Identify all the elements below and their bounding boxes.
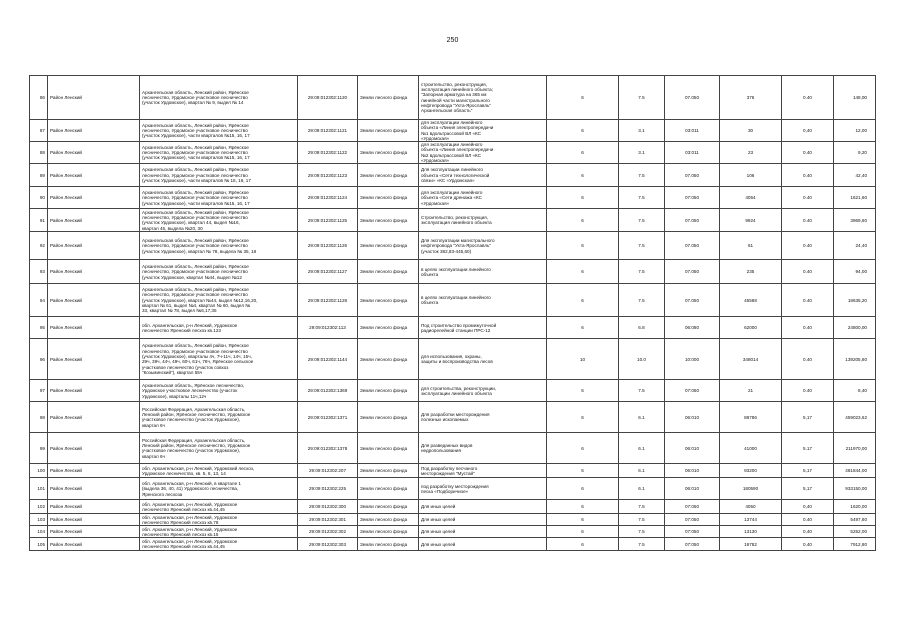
cell-area: 93200 bbox=[720, 464, 782, 478]
cell-cost: 459023,62 bbox=[834, 402, 876, 433]
cell-district: Район Ленский bbox=[48, 514, 140, 526]
cell-area: 19782 bbox=[720, 538, 782, 551]
cell-location-address: Архангельская область, Ленский район, Ярёнское лесничество, Урдомское участковое лесничество (участок Урдомское), квартал № 78, выдела № 35, 18 bbox=[140, 232, 298, 260]
cell-district: Район Ленский bbox=[48, 164, 140, 187]
cell-location-address: обл. Архангельская, р-н Ленский, Урдомское лесничество Яренский лесхоз кв.15 bbox=[140, 526, 298, 538]
cell-use-code: 6 bbox=[547, 464, 619, 478]
cell-cost: 5252,00 bbox=[834, 526, 876, 538]
cell-rate: 0.40 bbox=[782, 209, 834, 232]
cell-district: Район Ленский bbox=[48, 526, 140, 538]
cell-row-number: 86 bbox=[30, 76, 48, 120]
cell-row-number: 101 bbox=[30, 478, 48, 500]
cell-district: Район Ленский bbox=[48, 76, 140, 120]
cell-code-ref: 06:010 bbox=[665, 478, 720, 500]
cell-permitted-use: для строительства, реконструкции, эксплуатации линейного объекта bbox=[419, 380, 547, 402]
cell-cost: 481844,00 bbox=[834, 464, 876, 478]
cell-code-ref: 07:050 bbox=[665, 500, 720, 514]
cell-use-code: 6 bbox=[547, 317, 619, 339]
cell-cadastral-number: 29:09:012302:303 bbox=[298, 538, 358, 551]
cell-cost: 148,00 bbox=[834, 76, 876, 120]
cell-rate: 0.40 bbox=[782, 164, 834, 187]
cell-code-value: 6.8 bbox=[619, 317, 665, 339]
cell-land-category: Земли лесного фонда bbox=[358, 478, 419, 500]
table-row bbox=[30, 317, 876, 339]
cell-code-ref: 07.050 bbox=[665, 232, 720, 260]
cell-code-value: 10.0 bbox=[619, 339, 665, 380]
cell-location-address: Архангельская область, Ленский район, Ярёнское лесничество, Урдомское участковое лесничество (участок Урдомское), квартал 44, выдел №16, квартал 45, выдела №20, 30 bbox=[140, 209, 298, 232]
cell-permitted-use: Для эксплуатации линейного объекта «Сети технологической связи» «КС «Урдомская» bbox=[419, 164, 547, 187]
cell-cost: 3969,60 bbox=[834, 209, 876, 232]
cell-code-value: 7.5 bbox=[619, 76, 665, 120]
page-number: 250 bbox=[446, 37, 459, 44]
cell-use-code: 6 bbox=[547, 433, 619, 464]
cell-land-category: Земли лесного фонда bbox=[358, 500, 419, 514]
cell-cost: 24800,00 bbox=[834, 317, 876, 339]
cell-row-number: 93 bbox=[30, 260, 48, 284]
cell-area: 21 bbox=[720, 380, 782, 402]
cell-area: 376 bbox=[720, 76, 782, 120]
cell-area: 41000 bbox=[720, 433, 782, 464]
cell-land-category: Земли лесного фонда bbox=[358, 76, 419, 120]
cell-row-number: 90 bbox=[30, 187, 48, 209]
cell-use-code: 6 bbox=[547, 538, 619, 551]
cell-location-address: Архангельская область, Ярёнское лесничество, Урдомское участковое лесничество (участок Урдомское), кварталы 11ч,12ч bbox=[140, 380, 298, 402]
cell-use-code: 6 bbox=[547, 478, 619, 500]
cell-district: Район Ленский bbox=[48, 478, 140, 500]
cell-row-number: 96 bbox=[30, 339, 48, 380]
cell-code-ref: 07.050 bbox=[665, 260, 720, 284]
cell-row-number: 103 bbox=[30, 514, 48, 526]
table-row bbox=[30, 120, 876, 142]
cell-cost: 211970,00 bbox=[834, 433, 876, 464]
cell-row-number: 98 bbox=[30, 402, 48, 433]
cell-district: Район Ленский bbox=[48, 317, 140, 339]
cell-cadastral-number: 29:09:012302:1144 bbox=[298, 339, 358, 380]
cell-row-number: 95 bbox=[30, 317, 48, 339]
cell-code-ref: 07.050 bbox=[665, 164, 720, 187]
cell-code-ref: 07:050 bbox=[665, 380, 720, 402]
cell-permitted-use: Для иных целей bbox=[419, 526, 547, 538]
table-row bbox=[30, 232, 876, 260]
cell-code-value: 7.5 bbox=[619, 538, 665, 551]
cell-code-value: 7.5 bbox=[619, 164, 665, 187]
cell-code-value: 7.5 bbox=[619, 284, 665, 317]
cell-use-code: 6 bbox=[547, 120, 619, 142]
cell-cadastral-number: 29:09:012302:301 bbox=[298, 514, 358, 526]
cell-area: 23 bbox=[720, 142, 782, 164]
cell-permitted-use: для использования, охраны, защиты и воспроизводства лесов bbox=[419, 339, 547, 380]
cell-cost: 8,40 bbox=[834, 380, 876, 402]
cell-area: 180590 bbox=[720, 478, 782, 500]
cell-row-number: 87 bbox=[30, 120, 48, 142]
cell-code-value: 7.5 bbox=[619, 232, 665, 260]
cell-code-ref: 07:050 bbox=[665, 514, 720, 526]
cell-cost: 18635,20 bbox=[834, 284, 876, 317]
cell-code-value: 7.5 bbox=[619, 260, 665, 284]
table-row bbox=[30, 380, 876, 402]
cell-code-ref: 07:050 bbox=[665, 538, 720, 551]
cell-use-code: 6 bbox=[547, 76, 619, 120]
cell-rate: 0.40 bbox=[782, 232, 834, 260]
cell-code-ref: 10:000 bbox=[665, 339, 720, 380]
cell-cost: 9,20 bbox=[834, 142, 876, 164]
cell-code-ref: 03:011 bbox=[665, 142, 720, 164]
cell-location-address: Архангельская область, Ленский район, Ярёнское лесничество, Урдомское участковое лесничество (участок Урдомское), кварталы 4ч, 7ч-11ч, 14ч, 15ч, 29ч, 39ч, 44ч, 49ч, 60ч, 61ч, 78ч, Ярёнское сельское участковое лесничество (участок совхоз "Козьминский"), квартал 55ч bbox=[140, 339, 298, 380]
cell-location-address: Архангельская область, Ленский район, Ярёнское лесничество, Урдомское участковое лесничество (участок Урдомское), части кварталов №15, 16, 17 bbox=[140, 120, 298, 142]
cell-cadastral-number: 29:09:012302:1124 bbox=[298, 187, 358, 209]
cell-area: 106 bbox=[720, 164, 782, 187]
cell-area: 4050 bbox=[720, 500, 782, 514]
cell-land-category: Земли лесного фонда bbox=[358, 339, 419, 380]
cell-rate: 0.40 bbox=[782, 142, 834, 164]
cell-land-category: Земли лесного фонда bbox=[358, 120, 419, 142]
cell-use-code: 6 bbox=[547, 142, 619, 164]
cell-cost: 24,40 bbox=[834, 232, 876, 260]
cell-cost: 12,00 bbox=[834, 120, 876, 142]
cell-district: Район Ленский bbox=[48, 120, 140, 142]
land-plots-table bbox=[29, 75, 876, 551]
cell-rate: 0.40 bbox=[782, 339, 834, 380]
cell-land-category: Земли лесного фонда bbox=[358, 514, 419, 526]
cell-district: Район Ленский bbox=[48, 209, 140, 232]
cell-code-value: 6.1 bbox=[619, 478, 665, 500]
cell-land-category: Земли лесного фонда bbox=[358, 209, 419, 232]
cell-land-category: Земли лесного фонда bbox=[358, 433, 419, 464]
cell-cost: 7912,80 bbox=[834, 538, 876, 551]
cell-code-value: 7.5 bbox=[619, 514, 665, 526]
cell-code-value: 7.5 bbox=[619, 209, 665, 232]
cell-row-number: 91 bbox=[30, 209, 48, 232]
cell-cadastral-number: 29:09:012302:1121 bbox=[298, 120, 358, 142]
cell-code-value: 7.5 bbox=[619, 380, 665, 402]
cell-permitted-use: Под разработку песчаного месторождения "Мустай" bbox=[419, 464, 547, 478]
table-row bbox=[30, 500, 876, 514]
cell-permitted-use: Для эксплуатации магистрального нефтепровода "Ухта-Ярославль" (участок 382,83-445,60) bbox=[419, 232, 547, 260]
table-row bbox=[30, 526, 876, 538]
cell-location-address: Российская Федерация, Архангельская область, Ленский район, Ярёнское лесничество, Урдомское участковое лесничество (участок Урдомское), квартал 6ч bbox=[140, 433, 298, 464]
cell-district: Район Ленский bbox=[48, 232, 140, 260]
cell-cost: 933150,00 bbox=[834, 478, 876, 500]
cell-cadastral-number: 29:09:012302:1371 bbox=[298, 402, 358, 433]
cell-location-address: обл. Архангельская, р-н Ленский, Урдомское лесничество Яренский лесхоз кв.78 bbox=[140, 514, 298, 526]
cell-location-address: обл. Архангельская, р-н Ленский, Урдомское лесничество Яренский лесхоз кв.44,45 bbox=[140, 538, 298, 551]
table-row bbox=[30, 514, 876, 526]
cell-permitted-use: Для иных целей bbox=[419, 514, 547, 526]
cell-rate: 0.40 bbox=[782, 284, 834, 317]
table-row bbox=[30, 538, 876, 551]
cell-cost: 94,00 bbox=[834, 260, 876, 284]
cell-code-value: 3.1 bbox=[619, 142, 665, 164]
cell-row-number: 94 bbox=[30, 284, 48, 317]
cell-code-ref: 06:010 bbox=[665, 464, 720, 478]
cell-permitted-use: под разработку месторождения песка «Подборичное» bbox=[419, 478, 547, 500]
cell-permitted-use: Для разработки месторождения полезных ископаемых bbox=[419, 402, 547, 433]
cell-use-code: 6 bbox=[547, 187, 619, 209]
cell-code-value: 7.5 bbox=[619, 500, 665, 514]
cell-area: 30 bbox=[720, 120, 782, 142]
cell-cost: 139205,60 bbox=[834, 339, 876, 380]
cell-row-number: 105 bbox=[30, 538, 48, 551]
cell-code-ref: 07:050 bbox=[665, 526, 720, 538]
cell-cadastral-number: 29:09:012302:300 bbox=[298, 500, 358, 514]
cell-rate: 5,17 bbox=[782, 402, 834, 433]
cell-district: Район Ленский bbox=[48, 339, 140, 380]
cell-rate: 5.17 bbox=[782, 433, 834, 464]
cell-area: 62000 bbox=[720, 317, 782, 339]
cell-permitted-use: для эксплуатации линейного объекта «Сети дренажа «КС «Урдомская» bbox=[419, 187, 547, 209]
cell-area: 88786 bbox=[720, 402, 782, 433]
cell-rate: 0.40 bbox=[782, 317, 834, 339]
cell-use-code: 6 bbox=[547, 380, 619, 402]
cell-location-address: Архангельская область, Ленский район, Ярёнское лесничество, Урдомское участковое лесничество (участок Урдомское), квартал №44, выдел №12,16,20, квартал № 61, выдел №4, квартал № 60, выдел № 33, квартал № 78, выдел №6,17,35 bbox=[140, 284, 298, 317]
cell-area: 61 bbox=[720, 232, 782, 260]
cell-cadastral-number: 29:09:012302:1127 bbox=[298, 260, 358, 284]
cell-code-ref: 03:011 bbox=[665, 120, 720, 142]
cell-cadastral-number: 29:09:012302:1125 bbox=[298, 209, 358, 232]
cell-land-category: Земли лесного фонда bbox=[358, 164, 419, 187]
cell-rate: 0.40 bbox=[782, 380, 834, 402]
cell-rate: 0,40 bbox=[782, 500, 834, 514]
cell-district: Район Ленский bbox=[48, 187, 140, 209]
cell-district: Район Ленский bbox=[48, 433, 140, 464]
cell-location-address: Архангельская область, Ленский район, Ярёнское лесничество, Урдомское участковое лесничество (участок Урдомское), части кварталов № 15, 16, 17 bbox=[140, 164, 298, 187]
cell-use-code: 6 bbox=[547, 232, 619, 260]
table-row bbox=[30, 187, 876, 209]
cell-area: 13130 bbox=[720, 526, 782, 538]
cell-use-code: 6 bbox=[547, 514, 619, 526]
cell-cadastral-number: 29:09:012302:225 bbox=[298, 478, 358, 500]
cell-use-code: 6 bbox=[547, 260, 619, 284]
cell-district: Район Ленский bbox=[48, 260, 140, 284]
cell-row-number: 89 bbox=[30, 164, 48, 187]
cell-district: Район Ленский bbox=[48, 500, 140, 514]
cell-use-code: 10 bbox=[547, 339, 619, 380]
cell-permitted-use: строительство, реконструкция, эксплуатация линейного объекта; "Запорная арматура на 365 км линейной части магистрального нефтепровода "Ухта-Ярославль" Архангельская область" bbox=[419, 76, 547, 120]
cell-district: Район Ленский bbox=[48, 464, 140, 478]
cell-code-ref: 07.050 bbox=[665, 284, 720, 317]
cell-land-category: Земли лесного фонда bbox=[358, 317, 419, 339]
cell-cadastral-number: 29:09:012302:1123 bbox=[298, 164, 358, 187]
cell-cost: 42,40 bbox=[834, 164, 876, 187]
cell-area: 9924 bbox=[720, 209, 782, 232]
cell-rate: 0.40 bbox=[782, 76, 834, 120]
cell-area: 46588 bbox=[720, 284, 782, 317]
cell-rate: 0,40 bbox=[782, 526, 834, 538]
cell-rate: 0,40 bbox=[782, 120, 834, 142]
cell-land-category: Земли лесного фонда bbox=[358, 232, 419, 260]
cell-row-number: 104 bbox=[30, 526, 48, 538]
table-row bbox=[30, 284, 876, 317]
cell-land-category: Земли лесного фонда bbox=[358, 380, 419, 402]
cell-code-value: 6.1 bbox=[619, 433, 665, 464]
cell-district: Район Ленский bbox=[48, 142, 140, 164]
table-row bbox=[30, 209, 876, 232]
cell-cost: 1620,00 bbox=[834, 500, 876, 514]
cell-cadastral-number: 29:09:012302:1369 bbox=[298, 380, 358, 402]
table-row bbox=[30, 76, 876, 120]
cell-use-code: 6 bbox=[547, 209, 619, 232]
cell-row-number: 99 bbox=[30, 433, 48, 464]
cell-cadastral-number: 29:09:012302:1128 bbox=[298, 284, 358, 317]
cell-permitted-use: Под строительство промежуточной радиорелейной станции ПРС-12 bbox=[419, 317, 547, 339]
cell-code-ref: 07.050 bbox=[665, 209, 720, 232]
cell-code-ref: 06:080 bbox=[665, 317, 720, 339]
cell-rate: 5,17 bbox=[782, 478, 834, 500]
cell-cadastral-number: 29:09:012302:302 bbox=[298, 526, 358, 538]
cell-land-category: Земли лесного фонда bbox=[358, 142, 419, 164]
cell-use-code: 6 bbox=[547, 500, 619, 514]
table-row bbox=[30, 339, 876, 380]
cell-district: Район Ленский bbox=[48, 402, 140, 433]
cell-permitted-use: для эксплуатации линейного объекта «Линия электропередачи №1 вдольтрассовой ВЛ «КС «Урдомская» bbox=[419, 120, 547, 142]
cell-rate: 5,17 bbox=[782, 464, 834, 478]
cell-area: 348014 bbox=[720, 339, 782, 380]
cell-permitted-use: Для разведанных видов недропользования bbox=[419, 433, 547, 464]
table-row bbox=[30, 402, 876, 433]
cell-cadastral-number: 29:09:012302:1378 bbox=[298, 433, 358, 464]
cell-code-value: 6.1 bbox=[619, 464, 665, 478]
table-row bbox=[30, 433, 876, 464]
cell-location-address: обл. Архангельская, р-н Ленский, Урдомское лесничество Яренский лесхоз кв.44,45 bbox=[140, 500, 298, 514]
cell-land-category: Земли лесного фонда bbox=[358, 260, 419, 284]
cell-land-category: Земли лесного фонда bbox=[358, 187, 419, 209]
cell-cadastral-number: 29:09:012302:207 bbox=[298, 464, 358, 478]
cell-use-code: 6 bbox=[547, 402, 619, 433]
cell-permitted-use: Для иных целей bbox=[419, 500, 547, 514]
cell-permitted-use: Для иных целей bbox=[419, 538, 547, 551]
cell-cadastral-number: 29:09:012302:1126 bbox=[298, 232, 358, 260]
cell-cost: 1621,60 bbox=[834, 187, 876, 209]
cell-use-code: 6 bbox=[547, 164, 619, 187]
cell-code-ref: 07:050 bbox=[665, 187, 720, 209]
cell-permitted-use: в целях эксплуатации линейного объекта bbox=[419, 284, 547, 317]
cell-land-category: Земли лесного фонда bbox=[358, 526, 419, 538]
table-row bbox=[30, 164, 876, 187]
cell-cost: 5497,60 bbox=[834, 514, 876, 526]
table-row bbox=[30, 142, 876, 164]
cell-row-number: 88 bbox=[30, 142, 48, 164]
cell-code-ref: 06:010 bbox=[665, 402, 720, 433]
cell-row-number: 92 bbox=[30, 232, 48, 260]
cell-permitted-use: Строительство, реконструкция, эксплуатация линейного объекта bbox=[419, 209, 547, 232]
cell-land-category: Земли лесного фонда bbox=[358, 538, 419, 551]
cell-cadastral-number: 29:09:012302:1122 bbox=[298, 142, 358, 164]
cell-area: 4054 bbox=[720, 187, 782, 209]
cell-district: Район Ленский bbox=[48, 538, 140, 551]
cell-area: 13744 bbox=[720, 514, 782, 526]
cell-cadastral-number: 29:09:012302:113 bbox=[298, 317, 358, 339]
cell-rate: 0.40 bbox=[782, 260, 834, 284]
cell-code-value: 7.5 bbox=[619, 187, 665, 209]
cell-permitted-use: в целях эксплуатации линейного объекта bbox=[419, 260, 547, 284]
cell-code-value: 6.1 bbox=[619, 402, 665, 433]
cell-use-code: 6 bbox=[547, 284, 619, 317]
cell-code-ref: 06:010 bbox=[665, 433, 720, 464]
table-row bbox=[30, 464, 876, 478]
cell-rate: 0.40 bbox=[782, 187, 834, 209]
cell-land-category: Земли лесного фонда bbox=[358, 284, 419, 317]
cell-district: Район Ленский bbox=[48, 284, 140, 317]
table-row bbox=[30, 260, 876, 284]
cell-row-number: 102 bbox=[30, 500, 48, 514]
cell-location-address: Архангельская область, Ленский район, Ярёнское лесничество, Урдомское участковое лесничество (участок Урдомское), части кварталов №15, 16, 17 bbox=[140, 187, 298, 209]
cell-row-number: 97 bbox=[30, 380, 48, 402]
cell-code-ref: 07.050 bbox=[665, 76, 720, 120]
cell-use-code: 6 bbox=[547, 526, 619, 538]
cell-area: 235 bbox=[720, 260, 782, 284]
cell-land-category: Земли лесного фонда bbox=[358, 402, 419, 433]
cell-location-address: Архангельская область, Ленский район, Ярёнское лесничество, Урдомское участковое лесничество (участок Урдомское), части кварталов №15, 16, 17 bbox=[140, 142, 298, 164]
cell-cadastral-number: 29:09:012302:1120 bbox=[298, 76, 358, 120]
cell-row-number: 100 bbox=[30, 464, 48, 478]
cell-rate: 0.40 bbox=[782, 538, 834, 551]
cell-land-category: Земли лесного фонда bbox=[358, 464, 419, 478]
cell-permitted-use: для эксплуатации линейного объекта «Линия электропередачи №2 вдольтрассовой ВЛ «КС «Урдомская» bbox=[419, 142, 547, 164]
cell-code-value: 7.5 bbox=[619, 526, 665, 538]
cell-rate: 0.40 bbox=[782, 514, 834, 526]
cell-location-address: обл. Архангельская, р-н Ленский, в квартале 1 (выдела 36, 40, 41) Урдомского лесничества, Яренского лесхоза bbox=[140, 478, 298, 500]
cell-location-address: Российская Федерация, Архангельская область, Ленский район, Ярёнское лесничество, Урдомское участковое лесничество (участок Урдомское), квартал 6ч bbox=[140, 402, 298, 433]
cell-location-address: обл. Архангельская, р-н Ленский, Урдомский лесхоз, Урдомское лесничество, кв. 5, 6, 13, 14 bbox=[140, 464, 298, 478]
table-row bbox=[30, 478, 876, 500]
cell-location-address: обл. Архангельская, р-н Ленский, Урдомское лесничество Яренский лесхоз кв.123 bbox=[140, 317, 298, 339]
cell-code-value: 3.1 bbox=[619, 120, 665, 142]
cell-location-address: Архангельская область, Ленский район, Ярёнское лесничество, Урдомское участковое лесничество (участок Урдомское, квартал №44, выдел №12 bbox=[140, 260, 298, 284]
cell-district: Район Ленский bbox=[48, 380, 140, 402]
cell-location-address: Архангельская область, Ленский район, Ярёнское лесничество, Урдомское участковое лесничество (участок Урдомское), квартал № 9, выдел № 14 bbox=[140, 76, 298, 120]
